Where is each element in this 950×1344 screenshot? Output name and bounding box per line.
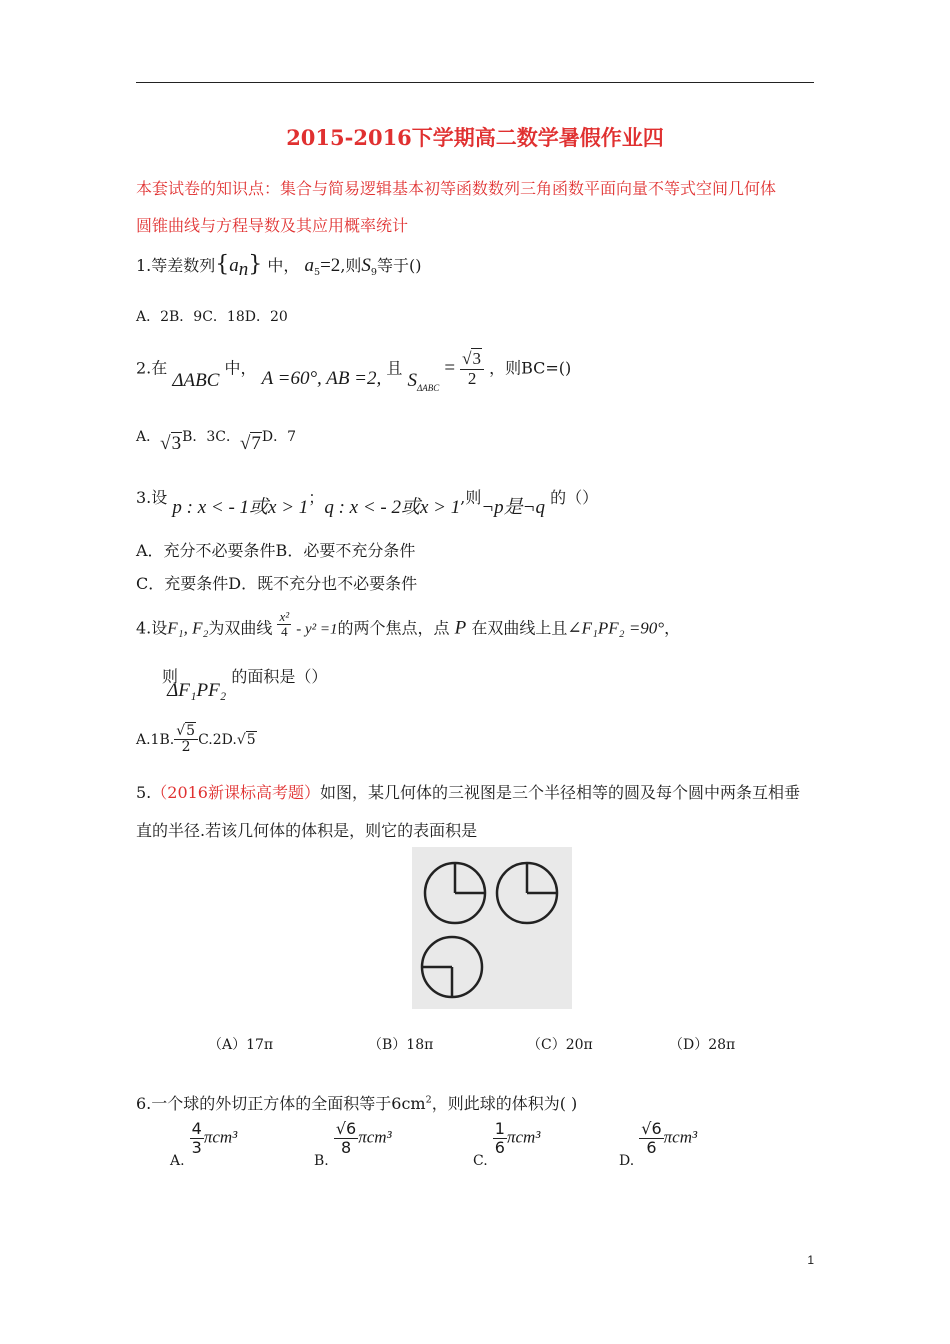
question-2	[136, 349, 572, 393]
q5-source: （2016新课标高考题）	[151, 783, 320, 802]
q4-fraction	[277, 610, 291, 640]
q2-area: S	[407, 369, 417, 391]
header-rule	[136, 82, 814, 83]
q1-target: S	[361, 255, 371, 276]
q6-option-d: D. $\frac{√6}{6}$ πcm³	[619, 1119, 698, 1169]
q5-num: 5.	[136, 783, 152, 802]
q3-sep: ；	[308, 488, 325, 507]
q4-opt-a: A.1B.	[136, 731, 175, 748]
q1-seq-sub: n	[238, 259, 249, 281]
q4-comma: ，	[664, 618, 681, 638]
question-5-line1	[136, 780, 800, 803]
q3-prefix: 3.设	[136, 488, 168, 507]
q6-text: 6.一个球的外切正方体的全面积等于6cm	[136, 1094, 426, 1113]
q2-and: 且	[386, 358, 403, 378]
q3-suffix: 的（）	[550, 488, 599, 507]
q2-eq: =	[444, 357, 456, 379]
question-5-line2: 直的半径.若该几何体的体积是，则它的表面积是	[136, 821, 478, 840]
q4-mid2: 的两个焦点，点	[337, 618, 450, 638]
q3-q: q : x < - 2或x > 1	[324, 497, 461, 518]
q1-cond-rest: =2	[320, 255, 341, 276]
q2-mid: 中，	[224, 358, 257, 378]
knowledge-points-line2: 圆锥曲线与方程导数及其应用概率统计	[136, 216, 409, 235]
q1-prefix: 1.等差数列	[136, 256, 216, 275]
question-1: 1.等差数列$\{a_n\}$ 中， $a_5=2$,则$S_9$等于()	[136, 252, 422, 281]
q4-opt-b-num: 5	[186, 723, 196, 739]
q1-options: A．2B．9C．18D．20	[136, 309, 288, 325]
q1-cond-var: a	[304, 255, 314, 276]
q1-then: ,则	[340, 256, 362, 275]
question-4-line1	[136, 609, 681, 644]
q5-option-a: （A）17π	[208, 1037, 274, 1053]
three-view-diagram	[412, 847, 572, 1009]
q2-frac-num: 3	[472, 349, 481, 368]
q4-prefix: 4.设	[136, 618, 168, 638]
q5-text1: 如图，某几何体的三视图是三个半径相等的圆及每个圆中两条互相垂	[320, 783, 801, 802]
q2-area-sub: ΔABC	[416, 382, 440, 393]
q2-options: A．√3B．3C．√7D．7	[136, 429, 297, 454]
q3-relation: ¬p是¬q	[481, 497, 545, 518]
q2-opt-d: D．7	[261, 429, 297, 445]
question-6	[136, 1091, 577, 1114]
q4-rest: - y² =1	[296, 621, 338, 638]
q4-opt-d-val: 5	[246, 731, 256, 748]
q5-option-b: （B）18π	[368, 1037, 434, 1053]
q2-fraction: $\frac{√3}{2}$	[460, 350, 484, 388]
q4-x2: x²	[279, 609, 290, 624]
knowledge-points-line1: 本套试卷的知识点：集合与简易逻辑基本初等函数数列三角函数平面向量不等式空间几何体	[136, 179, 777, 198]
q3-then: ,则	[460, 488, 482, 507]
three-view-figure	[412, 847, 572, 1009]
q2-cond: A =60°, AB =2,	[261, 367, 382, 389]
q4-opt-b-den: 2	[181, 739, 191, 756]
q6-option-b: B. $\frac{√6}{8}$ πcm³	[314, 1119, 392, 1169]
q6-sup: 2	[425, 1094, 432, 1106]
q4-suffix: 的面积是（）	[231, 667, 328, 686]
q2-opt-a: A．	[136, 429, 161, 445]
q5-option-c: （C）20π	[527, 1037, 593, 1053]
q4-point-p: P	[454, 617, 467, 639]
q4-mid3: 在双曲线上且	[471, 618, 568, 638]
q2-opt-b: B．3C．	[182, 429, 240, 445]
q4-triangle: ΔF₁PF₂	[167, 680, 227, 701]
q3-p: p : x < - 1或x > 1	[172, 497, 309, 518]
q2-opt-c-val: 7	[251, 433, 261, 454]
q2-opt-a-val: 3	[171, 433, 182, 454]
q2-triangle: ΔABC	[172, 369, 220, 391]
q4-angle: ∠F₁PF₂ =90°	[567, 618, 665, 638]
q3-options-line2: C．充要条件D．既不充分也不必要条件	[136, 574, 418, 593]
q4-opt-c: C.2D.	[198, 731, 237, 748]
q1-target-sub: 9	[370, 267, 378, 279]
q4-mid1: 为双曲线	[208, 618, 273, 638]
q1-mid: 中，	[267, 256, 300, 275]
q4-opt-b-fraction: $\frac{√5}{2}$	[174, 724, 198, 756]
question-3	[136, 482, 599, 518]
q6-option-a: A. $\frac{4}{3}$ πcm³	[170, 1119, 238, 1169]
q6-option-c: C. $\frac{1}{6}$ πcm³	[473, 1119, 541, 1169]
page-title: 2015-2016下学期高二数学暑假作业四	[286, 125, 664, 150]
q2-suffix: ，则BC=()	[489, 358, 572, 378]
q1-suffix: 等于()	[377, 256, 422, 275]
q3-options-line1: A．充分不必要条件B．必要不充分条件	[136, 541, 416, 560]
q4-foci: F₁, F₂	[167, 618, 209, 638]
q2-frac-den: 2	[467, 368, 477, 388]
q4-options: A.1B. $\frac{√5}{2}$ C.2D.√5	[136, 723, 256, 756]
q6-text-end: ，则此球的体积为( )	[431, 1094, 578, 1113]
q2-prefix: 2.在	[136, 358, 168, 378]
q1-cond-sub: 5	[313, 267, 321, 279]
question-4-line2	[162, 664, 328, 701]
q4-four: 4	[281, 624, 288, 640]
q1-seq: a	[229, 255, 239, 276]
q5-option-d: （D）28π	[669, 1037, 736, 1053]
page-number: 1	[807, 1253, 814, 1267]
q4-then: 则	[162, 667, 179, 686]
